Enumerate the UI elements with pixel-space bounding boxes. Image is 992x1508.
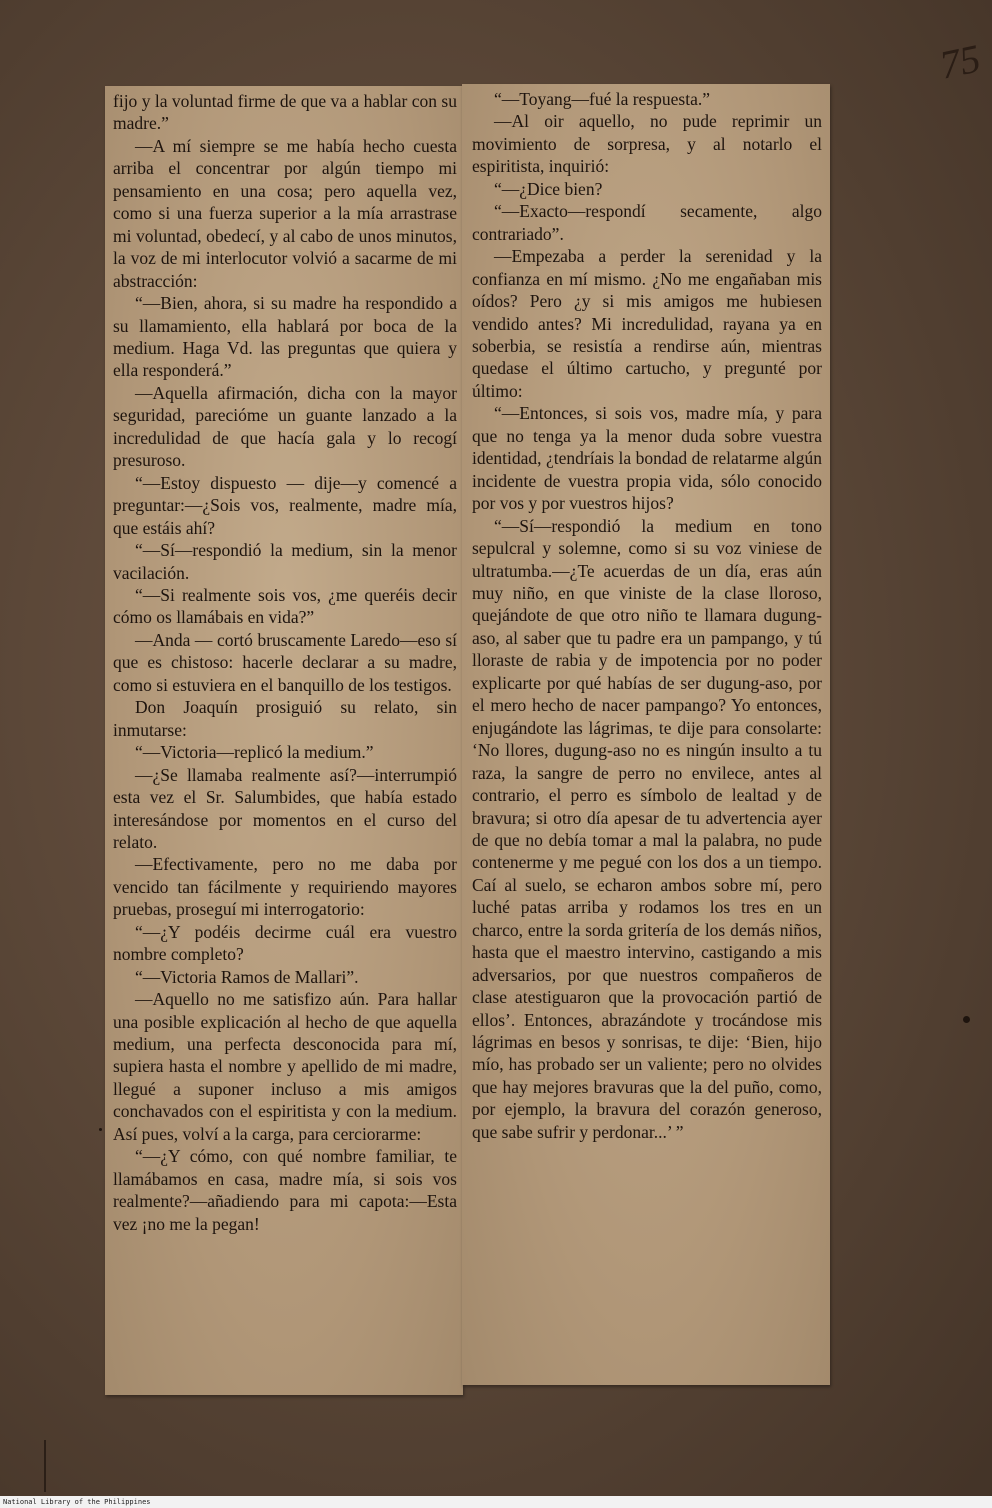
- paragraph: —Al oir aquello, no pude reprimir un movimiento de sorpresa, y al notarlo el espiritista, inquirió:: [472, 111, 822, 177]
- paragraph: “—Estoy dispuesto — dije—y comencé a preguntar:—¿Sois vos, realmente, madre mía, que estáis ahí?: [113, 472, 457, 538]
- paragraph: “—¿Y cómo, con qué nombre familiar, te llamábamos en casa, madre mía, si sois vos realmente?—añadiendo para mi capota:—Esta vez ¡no me la pegan!: [113, 1146, 457, 1234]
- paragraph: —Empezaba a perder la serenidad y la confianza en mí mismo. ¿No me engañaban mis oídos? Pero ¿y si mis amigos me hubiesen vendido antes? Mi incredulidad, rayana ya en soberbia, se resistía a rendirse aún, mientras quedase el último cartucho, y pregunté por último:: [472, 246, 822, 401]
- paragraph: “—¿Y podéis decirme cuál era vuestro nombre completo?: [113, 921, 457, 965]
- paragraph: Don Joaquín prosiguió su relato, sin inmutarse:: [113, 697, 457, 740]
- paragraph: “—¿Dice bien?: [494, 178, 603, 199]
- paragraph: —Efectivamente, pero no me daba por vencido tan fácilmente y requiriendo mayores pruebas, proseguí mi interrogatorio:: [113, 854, 457, 920]
- paragraph: —Aquella afirmación, dicha con la mayor seguridad, parecióme un guante lanzado a la incredulidad de que hacía gala y lo recogí presuroso.: [113, 382, 457, 471]
- paragraph: “—Sí—respondió la medium en tono sepulcral y solemne, como si su voz viniese de ultratumba.—¿Te acuerdas de un día, eras aún muy niño, en que viniste de la clase lloroso, quejándote de que otro niño te llamara dugung-aso, al saber que tu padre era un pampango, y tú lloraste de rabia y de impotencia por no poder explicarte por qué habías de ser dugung-aso, por el mero hecho de nacer pampango? Yo entonces, enjugándote las lágrimas, te dije para consolarte: ‘No llores, dugung-aso no es ningún insulto a tu raza, la sangre de perro no envilece, antes al contrario, el perro es símbolo de lealtad y de bravura; si otro día apesar de tu advertencia ayer de que no debía tomar a mal la palabra, no pude contenerme y me pegué con los dos a un tiempo. Caí al suelo, se echaron ambos sobre mí, pero luché patas arriba y rodamos los tres en un charco, entre la sorda gritería de los demás niños, hasta que el maestro intervino, castigando a mis adversarios, por que nuestros compañeros de clase atestiguaron que la provocación partió de ellos’. Entonces, abrazándote y trocándose mis lágrimas en besos y sonrisas, te dije: ‘Bien, hijo mío, has probado ser un valiente; pero no olvides que hay mejores bravuras que la del puño, como, por ejemplo, la bravura del corazón generoso, que sabe sufrir y perdonar...’ ”: [472, 515, 822, 1142]
- paragraph: “—Toyang—fué la respuesta.”: [494, 89, 710, 109]
- paper-crease: [44, 1440, 46, 1492]
- paragraph: —Aquello no me satisfizo aún. Para hallar una posible explicación al hecho de que aquella medium, una perfecta desconocida para mí, supiera hasta el nombre y apellido de mi madre, llegué a suponer incluso a mis amigos conchavados con el espiritista y con la medium. Así pues, volví a la carga, para cerciorarme:: [113, 989, 457, 1144]
- paragraph: “—Sí—respondió la medium, sin la menor vacilación.: [113, 540, 457, 583]
- speck: [99, 1128, 102, 1131]
- paragraph: “—Entonces, si sois vos, madre mía, y para que no tenga ya la menor duda sobre vuestra identidad, ¿tendríais la bondad de relatarme algún incidente de vuestra propia vida, sólo conocido por vos y por vuestros hijos?: [472, 403, 822, 514]
- clipping-left-column: [105, 86, 463, 1395]
- paragraph: fijo y la voluntad firme de que va a hablar con su madre.”: [113, 91, 457, 134]
- paragraph: “—Bien, ahora, si su madre ha respondido a su llamamiento, ella hablará por boca de la medium. Haga Vd. las preguntas que quiera y ella responderá.”: [113, 293, 457, 381]
- clipping-right-column: [462, 84, 830, 1385]
- library-credit: National Library of the Philippines: [0, 1496, 992, 1508]
- paragraph: “—Exacto—respondí secamente, algo contrariado”.: [472, 201, 822, 244]
- page-number: 75: [935, 35, 985, 88]
- paragraph: —¿Se llamaba realmente así?—interrumpió esta vez el Sr. Salumbides, que había estado interesándose por momentos en el curso del relato.: [113, 764, 457, 852]
- paragraph: —A mí siempre se me había hecho cuesta arriba el concentrar por algún tiempo mi pensamiento en una cosa; pero aquella vez, como si una fuerza superior a la mía arrastrase mi voluntad, obedecí, y al cabo de unos minutos, la voz de mi interlocutor volvió a sacarme de mi abstracción:: [113, 135, 457, 291]
- paragraph: “—Victoria—replicó la medium.”: [135, 742, 374, 763]
- paragraph: —Anda — cortó bruscamente Laredo—eso sí que es chistoso: hacerle declarar a su madre, como si estuviera en el banquillo de los testigos.: [113, 629, 457, 695]
- paragraph: “—Victoria Ramos de Mallari”.: [135, 966, 359, 987]
- paragraph: “—Si realmente sois vos, ¿me queréis decir cómo os llamábais en vida?”: [113, 584, 457, 628]
- speck: [963, 1016, 970, 1023]
